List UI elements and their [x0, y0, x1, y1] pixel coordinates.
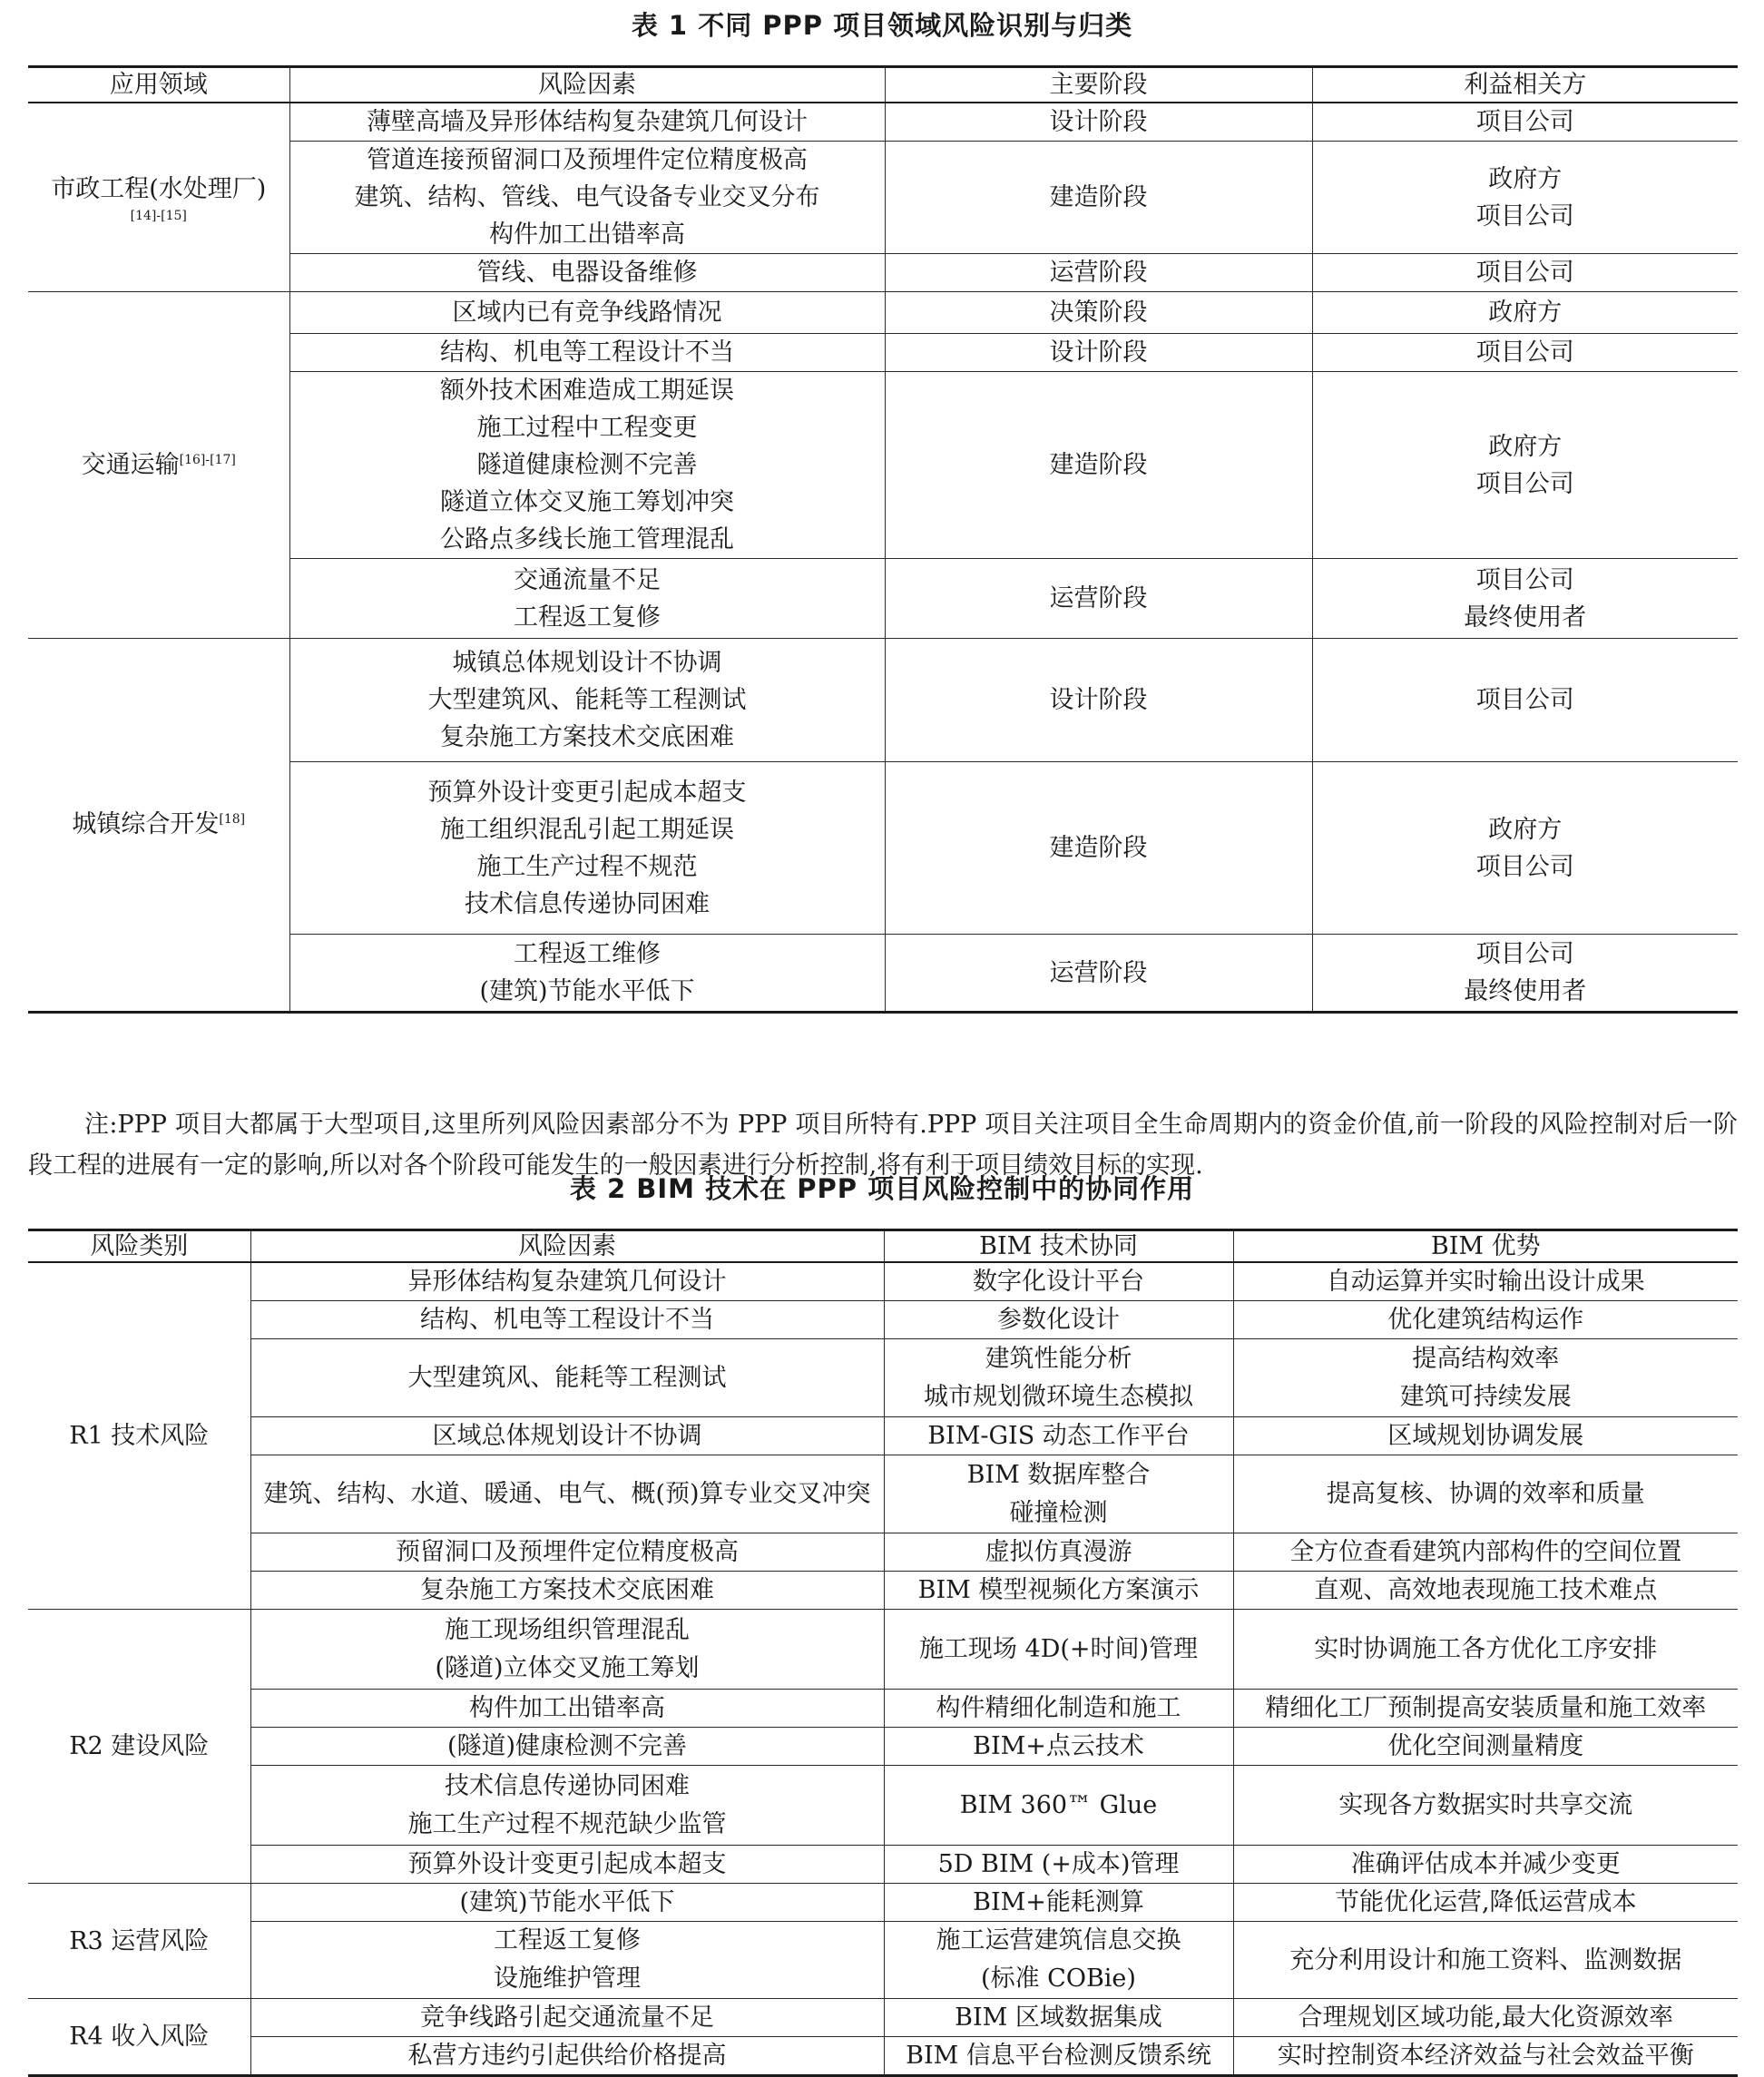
- stakeholder: 政府方: [1488, 815, 1563, 844]
- bim-advantage: 优化建筑结构运作: [1387, 1306, 1584, 1334]
- t2-header-category: 风险类别: [28, 1230, 250, 1263]
- bim-synergy-cell: [884, 1455, 1233, 1533]
- bim-advantage-cell: [1233, 1728, 1738, 1766]
- bim-synergy-cell: [884, 1690, 1233, 1728]
- risk-factor-cell: [250, 1455, 884, 1533]
- parties-cell: [1312, 142, 1738, 254]
- risk-factor: 建筑、结构、水道、暖通、电气、概(预)算专业交叉冲突: [263, 1480, 871, 1508]
- risk-factor: 私营方违约引起供给价格提高: [407, 2042, 727, 2070]
- bim-synergy-cell: [884, 1728, 1233, 1766]
- risk-factor-cell: [289, 292, 885, 334]
- domain-cell: [28, 103, 289, 292]
- risk-factor: 设施维护管理: [494, 1964, 641, 1993]
- risk-factor: 施工生产过程不规范: [476, 852, 698, 881]
- table2-row: [28, 2037, 1738, 2076]
- risk-factor-cell: [250, 1301, 884, 1339]
- domain-ref: [14]-[15]: [130, 208, 187, 223]
- risk-factor-cell: [250, 1690, 884, 1728]
- risk-factor: 工程返工维修: [514, 940, 661, 968]
- t1-header-parties: 利益相关方: [1312, 67, 1738, 103]
- stakeholder: 项目公司: [1475, 686, 1574, 714]
- risk-factor: 施工现场组织管理混乱: [445, 1615, 690, 1644]
- stakeholder: 项目公司: [1475, 108, 1574, 136]
- bim-synergy: BIM 数据库整合: [966, 1460, 1151, 1489]
- risk-factor: (建筑)节能水平低下: [459, 1888, 675, 1916]
- risk-factor: 隧道立体交叉施工筹划冲突: [440, 488, 734, 516]
- bim-advantage: 直观、高效地表现施工技术难点: [1314, 1576, 1658, 1604]
- stakeholder: 最终使用者: [1464, 977, 1587, 1005]
- table2-row: [28, 1417, 1738, 1455]
- risk-factor: 结构、机电等工程设计不当: [420, 1306, 714, 1334]
- bim-advantage-cell: [1233, 1846, 1738, 1884]
- parties-cell: [1312, 639, 1738, 762]
- parties-cell: [1312, 372, 1738, 559]
- stakeholder: 项目公司: [1475, 565, 1574, 594]
- table2-row: [28, 1572, 1738, 1610]
- risk-factor: 施工生产过程不规范缺少监管: [407, 1809, 727, 1838]
- stage-cell: 设计阶段: [885, 334, 1312, 372]
- risk-factor-cell: [289, 142, 885, 254]
- bim-advantage: 优化空间测量精度: [1387, 1732, 1584, 1760]
- risk-factor: 区域总体规划设计不协调: [432, 1422, 702, 1450]
- stakeholder: 政府方: [1488, 299, 1563, 327]
- risk-factor-cell: [289, 935, 885, 1013]
- risk-factor-cell: [250, 1572, 884, 1610]
- risk-factor-cell: [250, 2037, 884, 2076]
- stakeholder: 项目公司: [1475, 940, 1574, 968]
- domain-cell: [28, 639, 289, 1013]
- risk-factor-cell: [250, 1610, 884, 1690]
- bim-advantage: 实现各方数据实时共享交流: [1338, 1791, 1633, 1819]
- table1-caption: 表 1 不同 PPP 项目领域风险识别与归类: [631, 10, 1133, 41]
- risk-factor: (建筑)节能水平低下: [479, 977, 695, 1005]
- risk-factor-cell: [250, 1262, 884, 1301]
- bim-synergy: BIM 区域数据集成: [955, 2004, 1162, 2032]
- stage-cell: 运营阶段: [885, 559, 1312, 639]
- bim-synergy: BIM 模型视频化方案演示: [917, 1576, 1200, 1604]
- risk-factor: 异形体结构复杂建筑几何设计: [407, 1268, 727, 1296]
- risk-category-cell: R1 技术风险: [28, 1262, 250, 1610]
- bim-synergy-cell: [884, 1301, 1233, 1339]
- bim-advantage-cell: [1233, 1533, 1738, 1572]
- parties-cell: [1312, 762, 1738, 935]
- table2-row: [28, 1610, 1738, 1690]
- t2-header-bim: BIM 技术协同: [884, 1230, 1233, 1263]
- stakeholder: 项目公司: [1475, 338, 1574, 367]
- bim-advantage-cell: [1233, 1572, 1738, 1610]
- parties-cell: [1312, 559, 1738, 639]
- bim-advantage-cell: [1233, 1417, 1738, 1455]
- risk-category-cell: R3 运营风险: [28, 1884, 250, 1999]
- risk-factor: 构件加工出错率高: [489, 220, 685, 249]
- bim-advantage-cell: [1233, 1922, 1738, 1999]
- bim-advantage-cell: [1233, 1262, 1738, 1301]
- domain-cell: [28, 292, 289, 639]
- risk-factor: 交通流量不足: [514, 565, 661, 594]
- risk-factor: 竞争线路引起交通流量不足: [420, 2004, 714, 2032]
- bim-synergy: 施工现场 4D(+时间)管理: [918, 1635, 1199, 1663]
- stakeholder: 项目公司: [1475, 201, 1574, 230]
- risk-factor: 薄壁高墙及异形体结构复杂建筑几何设计: [367, 108, 808, 136]
- bim-advantage: 实时协调施工各方优化工序安排: [1314, 1635, 1658, 1663]
- t2-header-factors: 风险因素: [250, 1230, 884, 1263]
- stage-cell: 设计阶段: [885, 103, 1312, 142]
- bim-synergy-cell: [884, 1610, 1233, 1690]
- table1: [28, 65, 1738, 1014]
- risk-factor: 结构、机电等工程设计不当: [440, 338, 734, 367]
- risk-factor: 区域内已有竞争线路情况: [452, 299, 722, 327]
- risk-factor-cell: [250, 1533, 884, 1572]
- risk-factor: 建筑、结构、管线、电气设备专业交叉分布: [354, 183, 820, 211]
- bim-synergy-cell: [884, 1922, 1233, 1999]
- table2-row: [28, 1690, 1738, 1728]
- t1-header-stage: 主要阶段: [885, 67, 1312, 103]
- table2: [28, 1229, 1738, 2077]
- bim-advantage: 节能优化运营,降低运营成本: [1334, 1888, 1637, 1916]
- table2-row: [28, 1339, 1738, 1417]
- bim-synergy: 碰撞检测: [1009, 1498, 1108, 1527]
- bim-synergy: 虚拟仿真漫游: [985, 1538, 1132, 1566]
- bim-advantage-cell: [1233, 1301, 1738, 1339]
- risk-factor-cell: [289, 762, 885, 935]
- parties-cell: [1312, 935, 1738, 1013]
- bim-advantage: 精细化工厂预制提高安装质量和施工效率: [1265, 1694, 1707, 1722]
- stakeholder: 项目公司: [1475, 259, 1574, 287]
- bim-synergy-cell: [884, 2037, 1233, 2076]
- bim-synergy: 城市规划微环境生态模拟: [924, 1382, 1193, 1411]
- bim-advantage: 提高复核、协调的效率和质量: [1326, 1480, 1645, 1508]
- domain-label: 城镇综合开发: [72, 810, 220, 838]
- risk-factor-cell: [289, 103, 885, 142]
- risk-factor-cell: [250, 1999, 884, 2037]
- risk-factor-cell: [289, 372, 885, 559]
- t2-header-advantage: BIM 优势: [1233, 1230, 1738, 1263]
- bim-advantage: 全方位查看建筑内部构件的空间位置: [1289, 1538, 1682, 1566]
- bim-advantage: 充分利用设计和施工资料、监测数据: [1289, 1945, 1682, 1974]
- stage-cell: 设计阶段: [885, 639, 1312, 762]
- risk-factor: 技术信息传递协同困难: [465, 889, 710, 918]
- table2-row: [28, 1884, 1738, 1922]
- bim-synergy: BIM+能耗测算: [973, 1888, 1144, 1916]
- table2-row: [28, 1262, 1738, 1301]
- stage-cell: 运营阶段: [885, 254, 1312, 292]
- bim-advantage-cell: [1233, 1690, 1738, 1728]
- risk-factor: 复杂施工方案技术交底困难: [440, 723, 734, 751]
- parties-cell: [1312, 334, 1738, 372]
- table1-body: [28, 103, 1738, 1013]
- bim-synergy: 构件精细化制造和施工: [936, 1694, 1181, 1722]
- bim-synergy: 施工运营建筑信息交换: [936, 1926, 1181, 1955]
- risk-factor: 预算外设计变更引起成本超支: [427, 778, 747, 807]
- risk-factor: 隧道健康检测不完善: [476, 451, 698, 479]
- bim-advantage-cell: [1233, 1610, 1738, 1690]
- risk-factor: 施工过程中工程变更: [476, 414, 698, 442]
- risk-factor: (隧道)健康检测不完善: [446, 1732, 688, 1760]
- domain-ref: [16]-[17]: [179, 452, 236, 467]
- risk-factor: 额外技术困难造成工期延误: [440, 377, 734, 405]
- risk-factor: 技术信息传递协同困难: [445, 1771, 690, 1800]
- risk-factor-cell: [289, 254, 885, 292]
- risk-factor-cell: [250, 1728, 884, 1766]
- stage-cell: 建造阶段: [885, 142, 1312, 254]
- stakeholder: 政府方: [1488, 432, 1563, 461]
- risk-factor: 工程返工复修: [514, 603, 661, 632]
- table1-row: [28, 639, 1738, 762]
- stage-cell: 建造阶段: [885, 762, 1312, 935]
- bim-synergy-cell: [884, 1766, 1233, 1846]
- table2-row: [28, 1922, 1738, 1999]
- table2-header-row: [28, 1230, 1738, 1263]
- parties-cell: [1312, 254, 1738, 292]
- bim-advantage-cell: [1233, 1884, 1738, 1922]
- table2-row: [28, 1766, 1738, 1846]
- risk-factor: (隧道)立体交叉施工筹划: [435, 1653, 700, 1682]
- bim-synergy: 建筑性能分析: [985, 1344, 1132, 1373]
- stakeholder: 最终使用者: [1464, 603, 1587, 632]
- risk-factor-cell: [289, 334, 885, 372]
- risk-factor: 管线、电器设备维修: [476, 259, 698, 287]
- bim-advantage-cell: [1233, 1999, 1738, 2037]
- bim-synergy-cell: [884, 1339, 1233, 1417]
- bim-synergy: BIM 360™ Glue: [959, 1791, 1158, 1819]
- risk-factor: 城镇总体规划设计不协调: [452, 649, 722, 677]
- stakeholder: 项目公司: [1475, 852, 1574, 881]
- bim-advantage: 建筑可持续发展: [1399, 1382, 1572, 1411]
- table2-row: [28, 1301, 1738, 1339]
- bim-advantage: 准确评估成本并减少变更: [1350, 1850, 1621, 1878]
- risk-factor: 预算外设计变更引起成本超支: [407, 1850, 727, 1878]
- bim-advantage: 实时控制资本经济效益与社会效益平衡: [1277, 2042, 1694, 2070]
- bim-synergy: BIM+点云技术: [973, 1732, 1144, 1760]
- table2-row: [28, 1728, 1738, 1766]
- bim-synergy-cell: [884, 1417, 1233, 1455]
- bim-advantage: 提高结构效率: [1412, 1344, 1560, 1373]
- bim-advantage: 自动运算并实时输出设计成果: [1326, 1268, 1645, 1296]
- table1-row: [28, 103, 1738, 142]
- domain-ref: [18]: [219, 812, 246, 827]
- bim-synergy-cell: [884, 1262, 1233, 1301]
- risk-factor: 管道连接预留洞口及预埋件定位精度极高: [367, 146, 808, 174]
- stage-cell: 运营阶段: [885, 935, 1312, 1013]
- bim-advantage-cell: [1233, 2037, 1738, 2076]
- table2-row: [28, 1533, 1738, 1572]
- table2-row: [28, 1455, 1738, 1533]
- risk-factor: 预留洞口及预埋件定位精度极高: [396, 1538, 739, 1566]
- bim-synergy-cell: [884, 1884, 1233, 1922]
- risk-factor: 工程返工复修: [494, 1926, 641, 1955]
- stakeholder: 政府方: [1488, 164, 1563, 193]
- parties-cell: [1312, 103, 1738, 142]
- risk-category-cell: R4 收入风险: [28, 1999, 250, 2076]
- bim-synergy-cell: [884, 1572, 1233, 1610]
- risk-factor-cell: [250, 1922, 884, 1999]
- stage-cell: 建造阶段: [885, 372, 1312, 559]
- risk-category-cell: R2 建设风险: [28, 1610, 250, 1884]
- bim-synergy: (标准 COBie): [981, 1964, 1136, 1993]
- risk-factor: 大型建筑风、能耗等工程测试: [427, 686, 747, 714]
- risk-factor-cell: [289, 559, 885, 639]
- risk-factor-cell: [250, 1766, 884, 1846]
- bim-advantage: 合理规划区域功能,最大化资源效率: [1298, 2004, 1674, 2032]
- bim-synergy: 参数化设计: [997, 1306, 1120, 1334]
- table2-caption: 表 2 BIM 技术在 PPP 项目风险控制中的协同作用: [569, 1173, 1195, 1204]
- bim-synergy: BIM-GIS 动态工作平台: [927, 1422, 1190, 1450]
- bim-synergy-cell: [884, 1533, 1233, 1572]
- table2-row: [28, 1846, 1738, 1884]
- table1-row: [28, 292, 1738, 334]
- risk-factor-cell: [289, 639, 885, 762]
- domain-label: 交通运输: [81, 450, 180, 479]
- bim-synergy: 5D BIM (+成本)管理: [937, 1850, 1180, 1878]
- bim-synergy-cell: [884, 1999, 1233, 2037]
- risk-factor: 构件加工出错率高: [469, 1694, 665, 1722]
- bim-synergy: BIM 信息平台检测反馈系统: [906, 2042, 1211, 2070]
- bim-synergy-cell: [884, 1846, 1233, 1884]
- risk-factor: 复杂施工方案技术交底困难: [420, 1576, 714, 1604]
- risk-factor: 公路点多线长施工管理混乱: [440, 525, 734, 554]
- domain-label: 市政工程(水处理厂): [51, 174, 267, 203]
- bim-advantage: 区域规划协调发展: [1387, 1422, 1584, 1450]
- bim-advantage-cell: [1233, 1766, 1738, 1846]
- risk-factor: 大型建筑风、能耗等工程测试: [407, 1364, 727, 1392]
- bim-advantage-cell: [1233, 1455, 1738, 1533]
- risk-factor-cell: [250, 1884, 884, 1922]
- stakeholder: 项目公司: [1475, 469, 1574, 498]
- parties-cell: [1312, 292, 1738, 334]
- risk-factor-cell: [250, 1417, 884, 1455]
- table2-body: [28, 1262, 1738, 2076]
- bim-synergy: 数字化设计平台: [973, 1268, 1144, 1296]
- table1-note: 注:PPP 项目大都属于大型项目,这里所列风险因素部分不为 PPP 项目所特有.PPP 项目关注项目全生命周期内的资金价值,前一阶段的风险控制对后一阶段工程的进展有一定的影响,所以对各个阶段可能发生的一般因素进行分析控制,将有利于项目绩效目标的实现.: [28, 1111, 1738, 1180]
- table2-row: [28, 1999, 1738, 2037]
- stage-cell: 决策阶段: [885, 292, 1312, 334]
- bim-advantage-cell: [1233, 1339, 1738, 1417]
- risk-factor: 施工组织混乱引起工期延误: [440, 815, 734, 844]
- risk-factor-cell: [250, 1339, 884, 1417]
- t1-header-factors: 风险因素: [289, 67, 885, 103]
- risk-factor-cell: [250, 1846, 884, 1884]
- table1-header-row: [28, 67, 1738, 103]
- t1-header-domain: 应用领域: [28, 67, 289, 103]
